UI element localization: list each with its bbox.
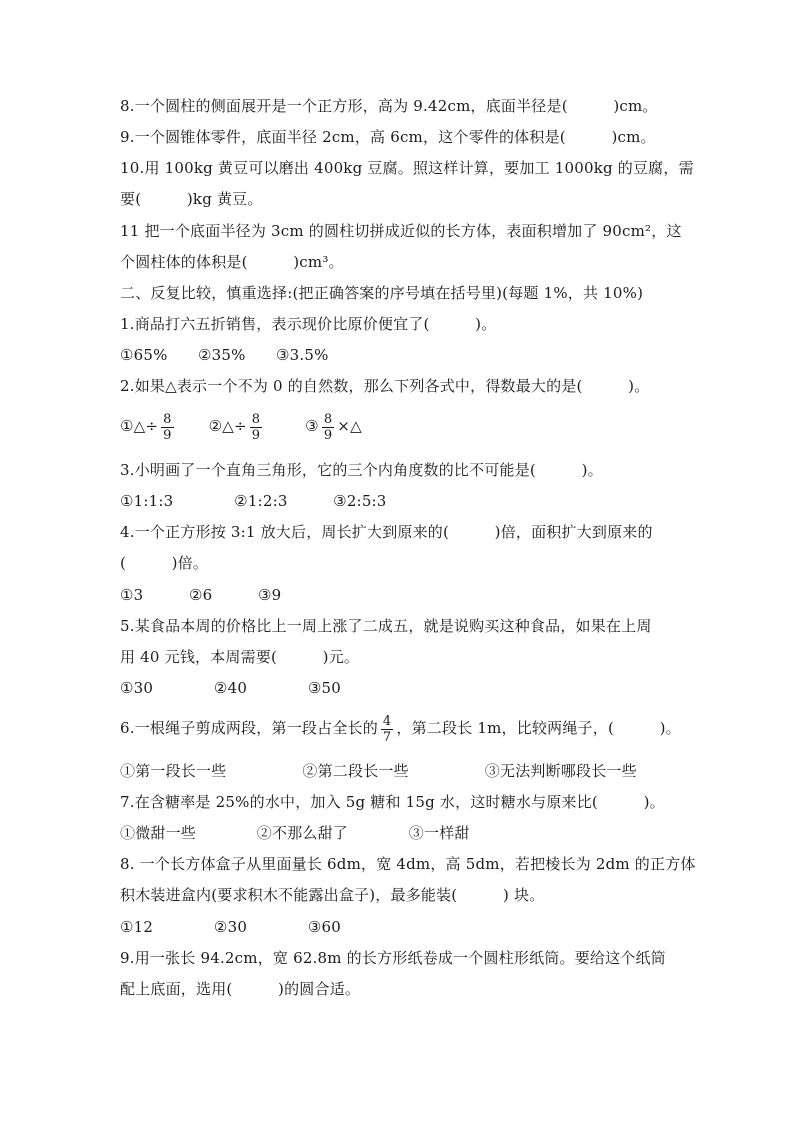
fill-question-9: 9.一个圆锥体零件，底面半径 2cm，高 6cm，这个零件的体积是( )cm。 [120, 128, 656, 146]
fill-question-8: 8.一个圆柱的侧面展开是一个正方形，高为 9.42cm，底面半径是( )cm。 [120, 97, 658, 115]
choice-question-6 [120, 710, 754, 746]
q2-option-3-fraction [322, 412, 334, 443]
q2-option-1-fraction [161, 412, 173, 443]
choice-question-4-line-1: 4.一个正方形按 3:1 放大后，周长扩大到原来的( )倍，面积扩大到原来的 [120, 523, 653, 541]
choice-question-7-options: ①微甜一些 ②不那么甜了 ③一样甜 [120, 824, 470, 842]
choice-question-2-options [120, 408, 754, 444]
fraction-numerator: 4 [382, 713, 392, 729]
choice-question-1-options: ①65% ②35% ③3.5% [120, 346, 329, 364]
choice-question-2: 2.如果△表示一个不为 0 的自然数，那么下列各式中，得数最大的是( )。 [120, 377, 650, 395]
choice-question-9-line-1: 9.用一张长 94.2cm，宽 62.8m 的长方形纸卷成一个圆柱形纸筒。要给这个纸筒 [120, 949, 666, 967]
section-two-heading: 二、反复比较，慎重选择:(把正确答案的序号填在括号里)(每题 1%，共 10%) [120, 284, 644, 302]
choice-question-3-options: ①1:1:3 ②1:2:3 ③2:5:3 [120, 492, 387, 510]
fraction-numerator: 8 [163, 411, 172, 427]
fraction-numerator: 8 [251, 411, 261, 427]
fraction-numerator: 8 [323, 411, 333, 427]
choice-question-5-options: ①30 ②40 ③50 [120, 679, 342, 697]
choice-question-8-line-1: 8. 一个长方体盒子从里面量长 6dm，宽 4dm，高 5dm，若把棱长为 2dm 的正方体 [120, 855, 696, 873]
q2-option-1-prefix: ①△÷ [120, 417, 159, 435]
fraction-denominator: 9 [251, 427, 261, 443]
fill-question-11-line-1: 11 把一个底面半径为 3cm 的圆柱切拼成近似的长方体，表面积增加了 90cm²，这 [120, 222, 682, 240]
choice-question-6-options: ①第一段长一些 ②第二段长一些 ③无法判断哪段长一些 [120, 762, 637, 780]
choice-question-7: 7.在含糖率是 25%的水中，加入 5g 糖和 15g 水，这时糖水与原来比( )。 [120, 793, 665, 811]
choice-question-8-options: ①12 ②30 ③60 [120, 918, 342, 936]
q6-fraction [381, 714, 393, 745]
choice-question-4-line-2: ( )倍。 [120, 554, 209, 572]
fill-question-10-line-1: 10.用 100kg 黄豆可以磨出 400kg 豆腐。照这样计算，要加工 1000kg 的豆腐，需 [120, 159, 694, 177]
q6-prefix: 6.一根绳子剪成两段，第一段占全长的 [120, 719, 378, 737]
choice-question-8-line-2: 积木装进盒内(要求积木不能露出盒子)，最多能装( ) 块。 [120, 886, 545, 904]
q6-suffix: ，第二段长 1m，比较两绳子，( )。 [396, 719, 681, 737]
fraction-denominator: 9 [163, 427, 172, 443]
choice-question-5-line-2: 用 40 元钱，本周需要( )元。 [120, 648, 360, 666]
choice-question-5-line-1: 5.某食品本周的价格比上一周上涨了二成五，就是说购买这种食品，如果在上周 [120, 617, 652, 635]
q2-option-2-prefix: ②△÷ [208, 417, 247, 435]
choice-question-1: 1.商品打六五折销售，表示现价比原价便宜了( )。 [120, 315, 497, 333]
fill-question-11-line-2: 个圆柱体的体积是( )cm³。 [120, 253, 344, 271]
choice-question-4-options: ①3 ②6 ③9 [120, 586, 282, 604]
q2-option-3-suffix: ×△ [337, 417, 362, 435]
choice-question-3: 3.小明画了一个直角三角形，它的三个内角度数的比不可能是( )。 [120, 461, 603, 479]
q2-option-2-fraction [250, 412, 262, 443]
fill-question-10-line-2: 要( )kg 黄豆。 [120, 190, 263, 208]
q2-option-3-prefix: ③ [305, 417, 319, 435]
fraction-denominator: 9 [323, 427, 333, 443]
choice-question-9-line-2: 配上底面，选用( )的圆合适。 [120, 980, 361, 998]
fraction-denominator: 7 [382, 729, 392, 745]
